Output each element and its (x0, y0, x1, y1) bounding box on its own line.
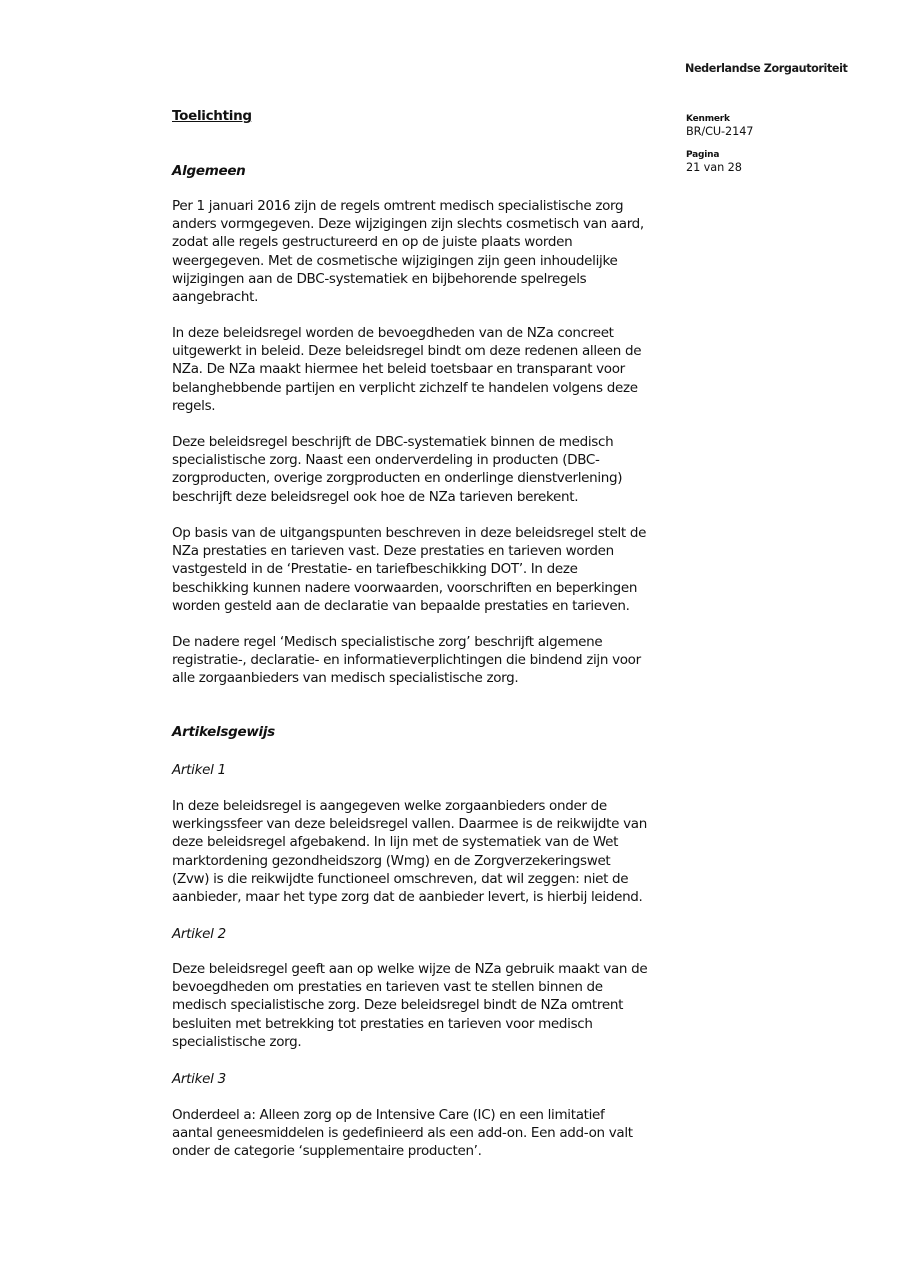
kenmerk-label: Kenmerk (686, 114, 730, 124)
section-heading-algemeen: Algemeen (172, 163, 246, 179)
article-text: Onderdeel a: Alleen zorg op de Intensive Care (IC) en een limitatief aantal geneesmiddelen is gedefinieerd als een add-on. Een add-on valt onder de categorie ‘supplementaire producten’. (172, 1107, 633, 1160)
pagina-label: Pagina (686, 150, 720, 160)
paragraph: In deze beleidsregel worden de bevoegdheden van de NZa concreet uitgewerkt in beleid. Deze beleidsregel bindt om deze redenen alleen de NZa. De NZa maakt hiermee het beleid toetsbaar en transparant voor belanghebbende partijen en verplicht zichzelf te handelen volgens deze regels. (172, 325, 642, 414)
section-heading-artikelsgewijs: Artikelsgewijs (172, 724, 275, 740)
article-text: In deze beleidsregel is aangegeven welke zorgaanbieders onder de werkingssfeer van deze beleidsregel vallen. Daarmee is de reikwijdte van deze beleidsregel afgebakend. In lijn met de systematiek van de Wet marktordening gezondheidszorg (Wmg) en de Zorgverzekeringswet (Zvw) is die reikwijdte functioneel omschreven, dat wil zeggen: niet de aanbieder, maar het type zorg dat de aanbieder levert, is hierbij leidend. (172, 798, 647, 906)
kenmerk-block (686, 114, 866, 139)
document-title: Toelichting (172, 108, 252, 124)
paragraph: Op basis van de uitgangspunten beschreven in deze beleidsregel stelt de NZa prestaties en tarieven vast. Deze prestaties en tarieven worden vastgesteld in de ‘Prestatie- en tariefbeschikking DOT’. In deze beschikking kunnen nadere voorwaarden, voorschriften en beperkingen worden gesteld aan de declaratie van bepaalde prestaties en tarieven. (172, 525, 647, 614)
kenmerk-value: BR/CU-2147 (686, 125, 754, 138)
pagina-value: 21 van 28 (686, 161, 742, 174)
article-label: Artikel 2 (172, 926, 226, 942)
paragraph: Per 1 januari 2016 zijn de regels omtrent medisch specialistische zorg anders vormgegeven. Deze wijzigingen zijn slechts cosmetisch van aard, zodat alle regels gestructureerd en op de juiste plaats worden weergegeven. Met de cosmetische wijzigingen zijn geen inhoudelijke wijzigingen aan de DBC-systematiek en bijbehorende spelregels aangebracht. (172, 198, 644, 306)
article-label: Artikel 1 (172, 762, 226, 778)
pagina-block (686, 150, 866, 175)
paragraph: De nadere regel ‘Medisch specialistische zorg’ beschrijft algemene registratie-, declaratie- en informatieverplichtingen die bindend zijn voor alle zorgaanbieders van medisch specialistische zorg. (172, 634, 641, 687)
paragraph: Deze beleidsregel beschrijft de DBC-systematiek binnen de medisch specialistische zorg. Naast een onderverdeling in producten (DBC- zorgproducten, overige zorgproducten en onderlinge dienstverlening) beschrijft deze beleidsregel ook hoe de NZa tarieven berekent. (172, 434, 623, 505)
organization-name: Nederlandse Zorgautoriteit (685, 62, 848, 75)
article-text: Deze beleidsregel geeft aan op welke wijze de NZa gebruik maakt van de bevoegdheden om prestaties en tarieven vast te stellen binnen de medisch specialistische zorg. Deze beleidsregel bindt de NZa omtrent besluiten met betrekking tot prestaties en tarieven voor medisch specialistische zorg. (172, 961, 648, 1050)
article-label: Artikel 3 (172, 1071, 226, 1087)
